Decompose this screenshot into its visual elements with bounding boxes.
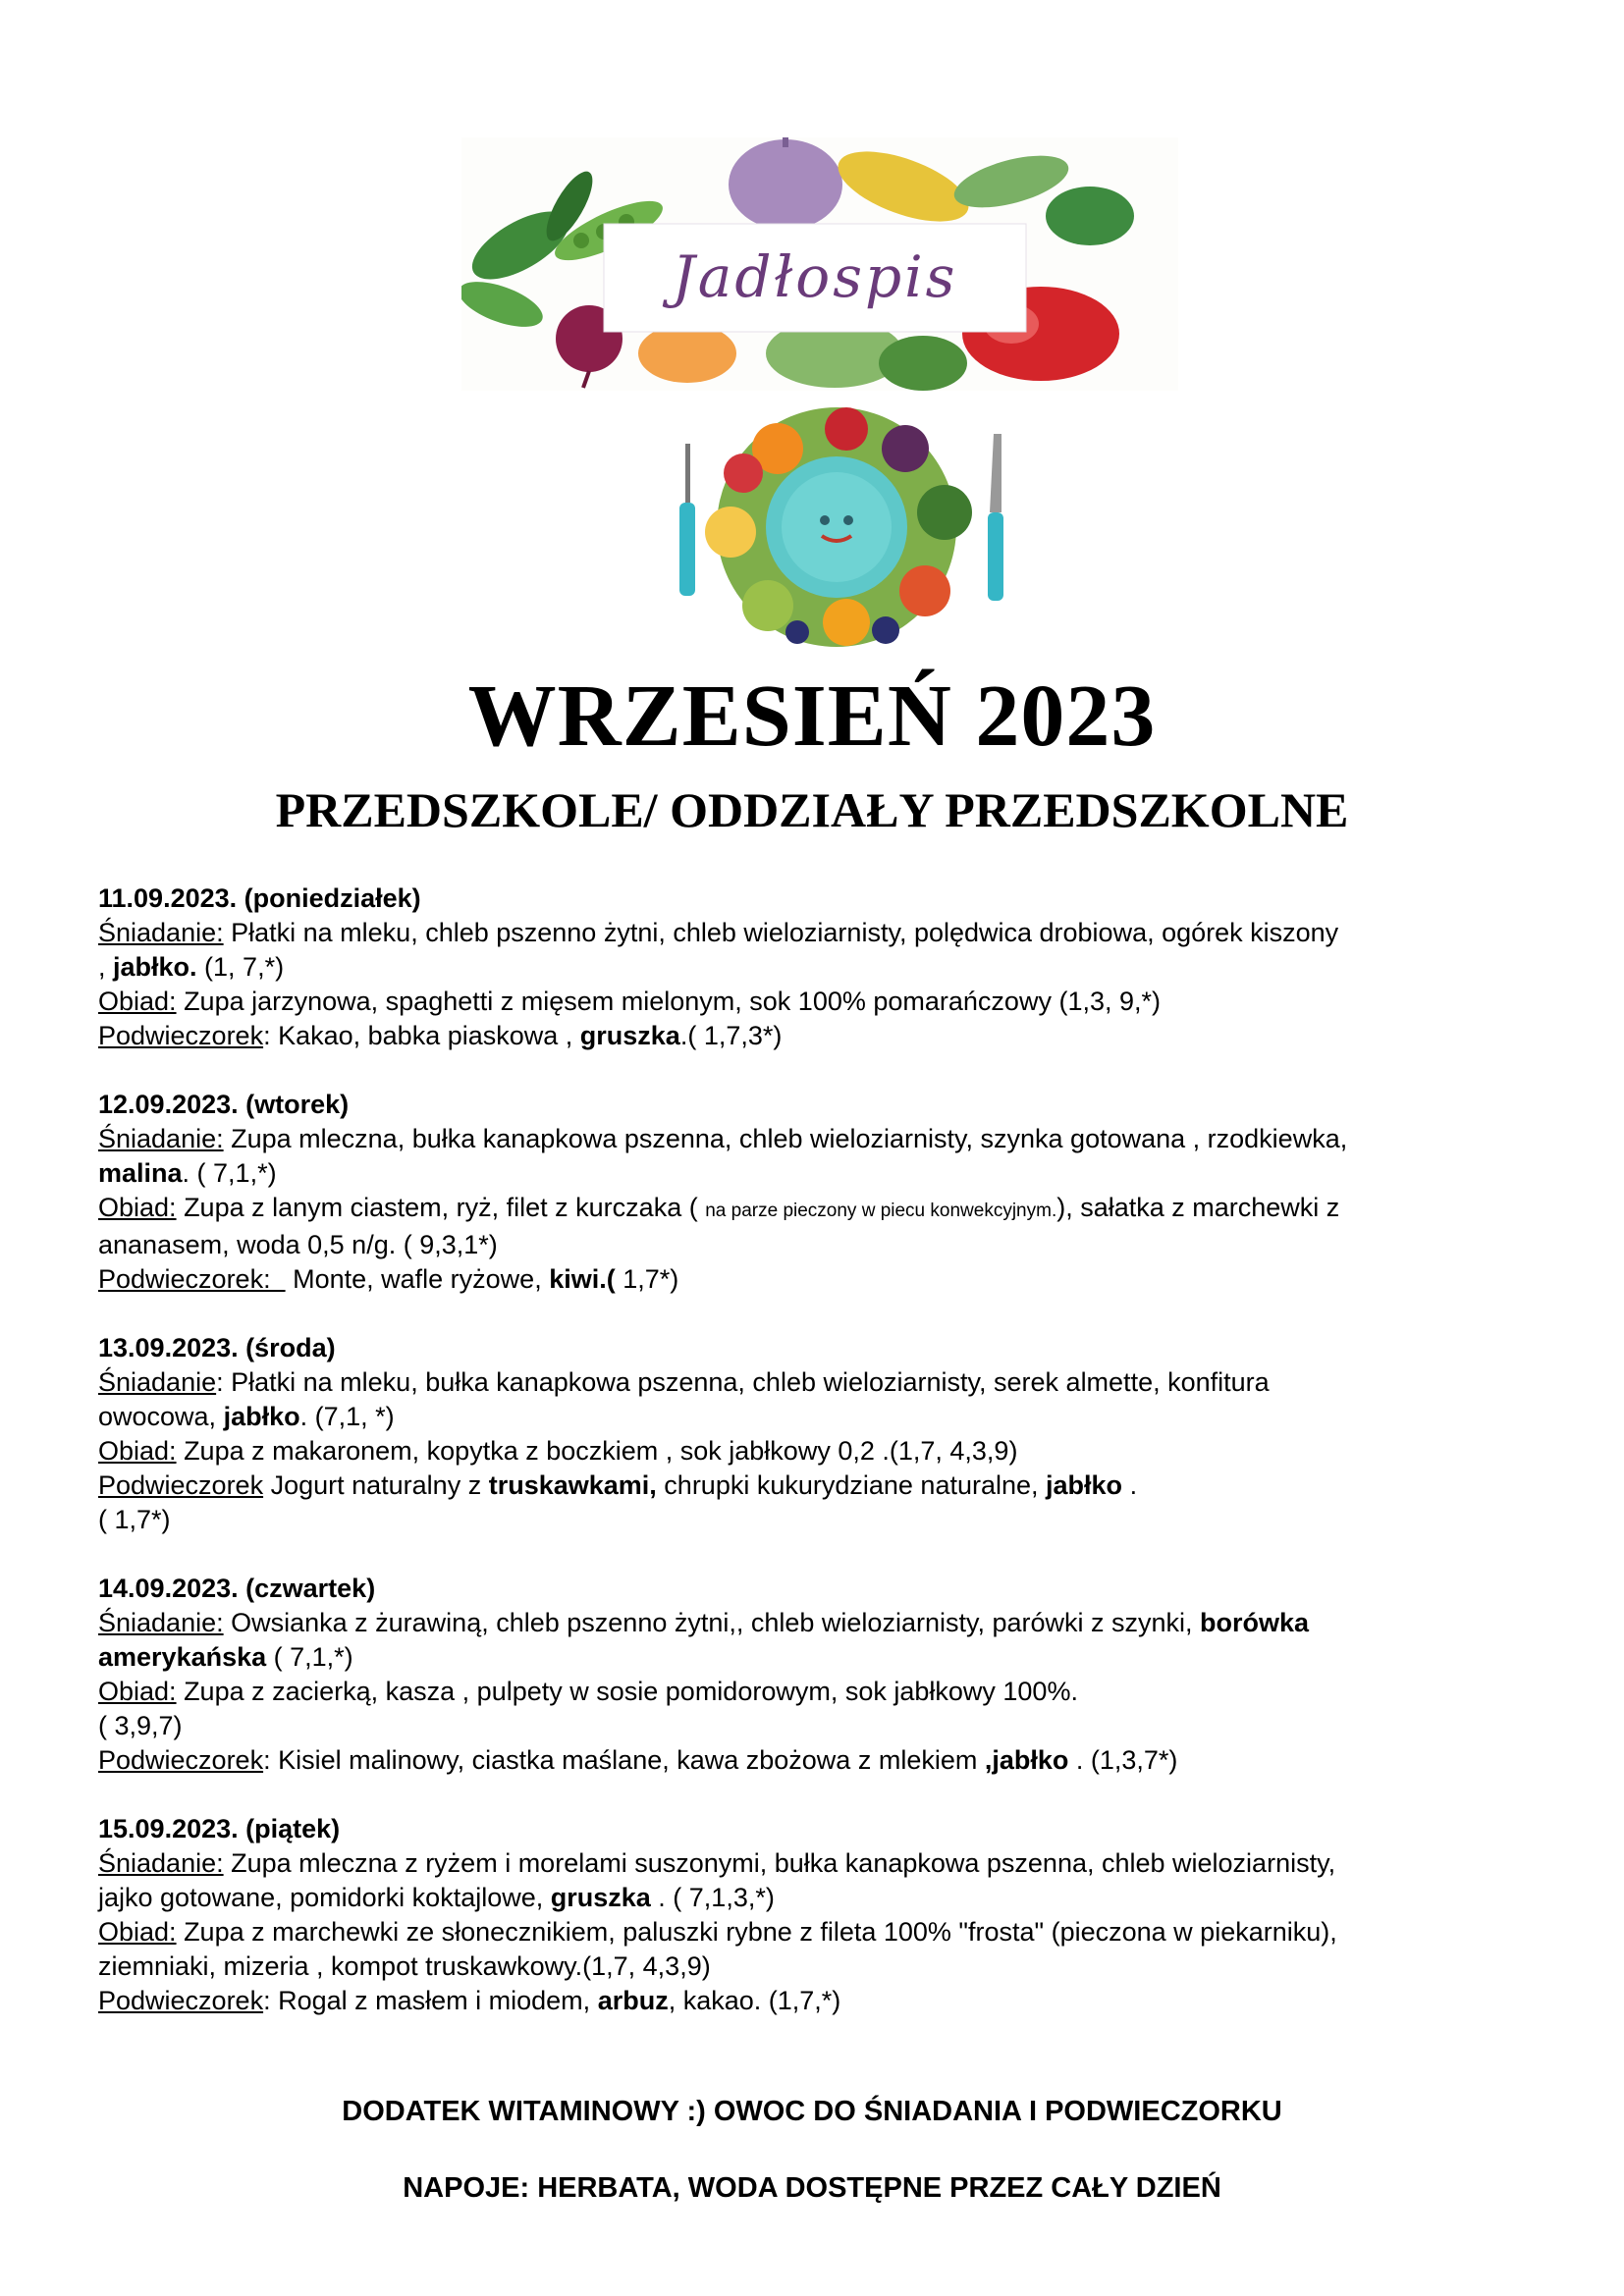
page-title: WRZESIEŃ 2023 — [467, 667, 1157, 765]
breakfast-allergens: . (7,1, *) — [299, 1402, 395, 1431]
breakfast-line-cont — [98, 1881, 1551, 1915]
breakfast-line-cont — [98, 1640, 1551, 1675]
lunch-note: na parze pieczony w piecu konwekcyjnym. — [705, 1201, 1057, 1221]
snack-label: Podwieczorek — [98, 1986, 264, 2015]
breakfast-cont: , — [98, 952, 114, 982]
menu-day — [98, 1572, 1551, 1778]
menu-day — [98, 1331, 1551, 1537]
breakfast-line — [98, 1606, 1551, 1640]
snack-fruit: ,jabłko — [984, 1745, 1069, 1775]
breakfast-line — [98, 1365, 1551, 1400]
snack-text: : Kakao, babka piaskowa , — [263, 1021, 580, 1050]
menu-day — [98, 1812, 1551, 2018]
snack-bold: truskawkami, — [488, 1470, 657, 1500]
lunch-text: Zupa jarzynowa, spaghetti z mięsem mielonym, sok 100% pomarańczowy (1,3, 9,*) — [176, 987, 1161, 1016]
lunch-line — [98, 1191, 1551, 1228]
lunch-text-2: ), sałatka z marchewki z — [1056, 1193, 1340, 1222]
breakfast-fruit: gruszka — [550, 1883, 651, 1912]
snack-text: Jogurt naturalny z — [263, 1470, 489, 1500]
breakfast-text: Owsianka z żurawiną, chleb pszenno żytni,, chleb wieloziarnisty, parówki z szynki, — [223, 1608, 1201, 1637]
snack-fruit: kiwi.( — [549, 1264, 616, 1294]
lunch-label: Obiad: — [98, 1677, 177, 1706]
breakfast-text: : Płatki na mleku, bułka kanapkowa pszenna, chleb wieloziarnisty, serek almette, konfitura — [216, 1367, 1270, 1397]
day-date: 12.09.2023. (wtorek) — [98, 1090, 350, 1119]
breakfast-fruit: borówka — [1200, 1608, 1310, 1637]
breakfast-line — [98, 916, 1551, 950]
snack-fruit: arbuz — [597, 1986, 669, 2015]
snack-fruit: gruszka — [579, 1021, 680, 1050]
breakfast-line-cont — [98, 950, 1551, 985]
snack-label: Podwieczorek — [98, 1745, 264, 1775]
lunch-line — [98, 1915, 1551, 1949]
snack-fruit: jabłko — [1046, 1470, 1123, 1500]
lunch-text: Zupa z makaronem, kopytka z boczkiem , sok jabłkowy 0,2 .(1,7, 4,3,9) — [176, 1436, 1018, 1466]
breakfast-label: Śniadanie: — [98, 1124, 224, 1153]
breakfast-line — [98, 1846, 1551, 1881]
fruit-plate-illustration — [660, 404, 1015, 650]
snack-line-cont: ( 1,7*) — [98, 1505, 171, 1534]
breakfast-line — [98, 1122, 1551, 1156]
snack-allergens: . (1,3,7*) — [1068, 1745, 1178, 1775]
breakfast-fruit: malina — [98, 1158, 183, 1188]
jadlospis-banner — [461, 137, 1178, 391]
snack-line — [98, 1019, 1551, 1053]
breakfast-allergens: (1, 7,*) — [196, 952, 285, 982]
day-date: 15.09.2023. (piątek) — [98, 1814, 341, 1843]
snack-allergens: , kakao. (1,7,*) — [668, 1986, 841, 2015]
lunch-line — [98, 1434, 1551, 1468]
breakfast-label: Śniadanie: — [98, 1608, 224, 1637]
lunch-label: Obiad: — [98, 1436, 177, 1466]
snack-text: : Rogal z masłem i miodem, — [263, 1986, 598, 2015]
breakfast-line-cont — [98, 1400, 1551, 1434]
snack-line — [98, 1468, 1551, 1503]
snack-label: Podwieczorek: — [98, 1264, 286, 1294]
breakfast-fruit: jabłko — [223, 1402, 300, 1431]
snack-line — [98, 1262, 1551, 1297]
snack-text-2: chrupki kukurydziane naturalne, — [656, 1470, 1047, 1500]
day-date: 14.09.2023. (czwartek) — [98, 1574, 376, 1603]
lunch-label: Obiad: — [98, 1193, 177, 1222]
lunch-text: Zupa z lanym ciastem, ryż, filet z kurczaka ( — [176, 1193, 706, 1222]
drinks-note: NAPOJE: HERBATA, WODA DOSTĘPNE PRZEZ CAŁY DZIEŃ — [403, 2172, 1221, 2204]
menu-list — [98, 881, 1551, 2053]
day-date: 13.09.2023. (środa) — [98, 1333, 336, 1362]
snack-allergens: 1,7*) — [615, 1264, 679, 1294]
breakfast-fruit-2: amerykańska — [98, 1642, 267, 1672]
lunch-line — [98, 1675, 1551, 1709]
snack-line — [98, 1743, 1551, 1778]
snack-allergens: .( 1,7,3*) — [679, 1021, 783, 1050]
breakfast-cont: owocowa, — [98, 1402, 224, 1431]
lunch-label: Obiad: — [98, 1917, 177, 1947]
day-date: 11.09.2023. (poniedziałek) — [98, 883, 421, 913]
breakfast-label: Śniadanie — [98, 1367, 217, 1397]
lunch-text: Zupa z marchewki ze słonecznikiem, paluszki rybne z fileta 100% "frosta" (pieczona w piekarniku), — [176, 1917, 1337, 1947]
breakfast-allergens: ( 7,1,*) — [266, 1642, 353, 1672]
breakfast-label: Śniadanie: — [98, 1848, 224, 1878]
vitamin-note: DODATEK WITAMINOWY :) OWOC DO ŚNIADANIA I PODWIECZORKU — [342, 2096, 1282, 2127]
logo-text: Jadłospis — [672, 243, 958, 310]
breakfast-label: Śniadanie: — [98, 918, 224, 947]
lunch-label: Obiad: — [98, 987, 177, 1016]
menu-day — [98, 881, 1551, 1053]
lunch-line-cont: ananasem, woda 0,5 n/g. ( 9,3,1*) — [98, 1230, 498, 1259]
page-subtitle: PRZEDSZKOLE/ ODDZIAŁY PRZEDSZKOLNE — [275, 782, 1349, 837]
lunch-line-cont: ziemniaki, mizeria , kompot truskawkowy.(1,7, 4,3,9) — [98, 1951, 711, 1981]
snack-label: Podwieczorek — [98, 1021, 264, 1050]
snack-label: Podwieczorek — [98, 1470, 264, 1500]
breakfast-allergens: . ( 7,1,*) — [182, 1158, 277, 1188]
lunch-text: Zupa z zacierką, kasza , pulpety w sosie pomidorowym, sok jabłkowy 100%. — [176, 1677, 1078, 1706]
snack-text: Monte, wafle ryżowe, — [285, 1264, 550, 1294]
lunch-line-cont: ( 3,9,7) — [98, 1711, 183, 1740]
breakfast-line-cont — [98, 1156, 1551, 1191]
snack-allergens: . — [1122, 1470, 1138, 1500]
snack-text: : Kisiel malinowy, ciastka maślane, kawa zbożowa z mlekiem — [263, 1745, 985, 1775]
lunch-line — [98, 985, 1551, 1019]
breakfast-fruit: jabłko. — [113, 952, 197, 982]
breakfast-text: Zupa mleczna z ryżem i morelami suszonymi, bułka kanapkowa pszenna, chleb wieloziarnisty, — [223, 1848, 1336, 1878]
breakfast-text: Zupa mleczna, bułka kanapkowa pszenna, chleb wieloziarnisty, szynka gotowana , rzodkiewka, — [223, 1124, 1348, 1153]
breakfast-cont: jajko gotowane, pomidorki koktajlowe, — [98, 1883, 551, 1912]
plate-icon — [660, 404, 1015, 650]
breakfast-text: Płatki na mleku, chleb pszenno żytni, chleb wieloziarnisty, polędwica drobiowa, ogórek kiszony — [223, 918, 1339, 947]
snack-line — [98, 1984, 1551, 2018]
breakfast-allergens: . ( 7,1,3,*) — [650, 1883, 775, 1912]
menu-day — [98, 1088, 1551, 1297]
